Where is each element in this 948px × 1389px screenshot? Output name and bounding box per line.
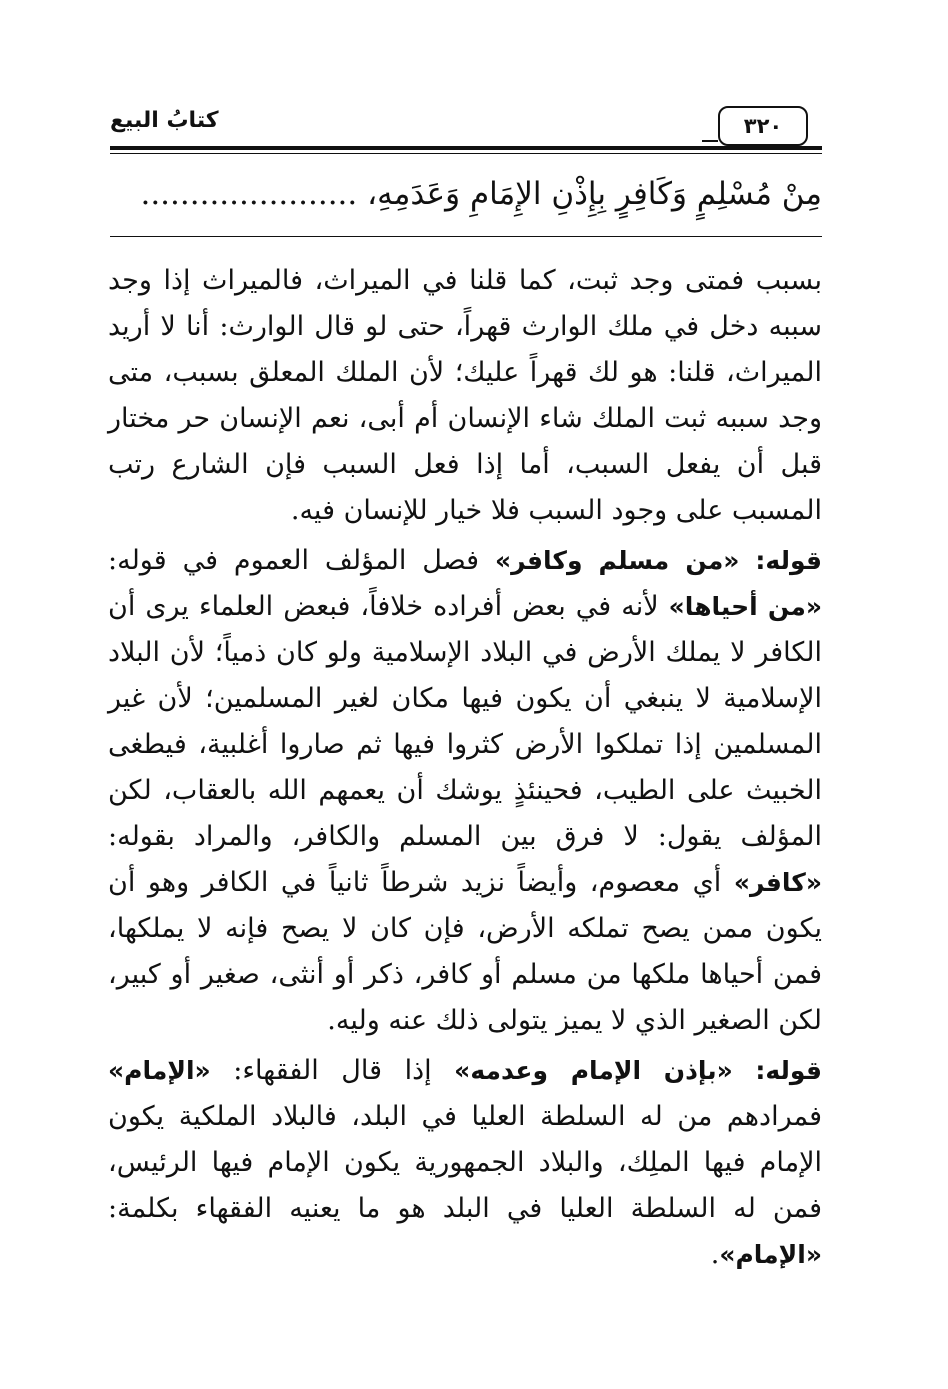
paragraph-2-quote-1: «من مسلم وكافر»: [494, 546, 740, 575]
paragraph-2-text-3: أي معصوم، وأيضاً نزيد شرطاً ثانياً في الكافر وهو أن يكون ممن يصح تملكه الأرض، فإن كان لا يصح فإنه لا يملكها، فمن أحياها ملكها من مسلم أو كافر، ذكر أو أنثى، صغير أو كبير، لكن الصغير الذي لا يميز يتولى ذلك عنه وليه.: [108, 867, 822, 1036]
paragraph-3: [108, 1048, 822, 1278]
paragraph-3-quote-2: «الإمام»: [108, 1056, 211, 1085]
header-rule-thin: [110, 153, 822, 154]
paragraph-2-text-2: لأنه في بعض أفراده خلافاً، فبعض العلماء يرى أن الكافر لا يملك الأرض في البلاد الإسلامية ولو كان ذمياً؛ لأن البلاد الإسلامية لا ينبغي أن يكون فيها مكان لغير المسلمين؛ لأن غير المسلمين إذا تملكوا الأرض كثروا فيها ثم صاروا أغلبية، فيطغى الخبيث على الطيب، فحينئذٍ يوشك أن يعمهم الله بالعقاب، لكن المؤلف يقول: لا فرق بين المسلم والكافر، والمراد بقوله:: [108, 591, 822, 852]
header-rule-ornament: [702, 140, 718, 142]
paragraph-2-lead: قوله:: [755, 546, 822, 575]
matn-divider: [110, 236, 822, 237]
paragraph-3-lead: قوله:: [755, 1056, 822, 1085]
book-title: كتابُ البيع: [110, 108, 219, 133]
paragraph-2-quote-3: «كافر»: [733, 868, 822, 897]
paragraph-2: [108, 538, 822, 1044]
header-rule-thick: [110, 146, 822, 150]
paragraph-1-text: بسبب فمتى وجد ثبت، كما قلنا في الميراث، فالميراث إذا وجد سببه دخل في ملك الوارث قهراً، حتى لو قال الوارث: أنا لا أريد الميراث، قلنا: هو لك قهراً عليك؛ لأن الملك المعلق بسبب، متى وجد سببه ثبت الملك شاء الإنسان أم أبى، نعم الإنسان حر مختار قبل أن يفعل السبب، أما إذا فعل السبب فإن الشارع رتب المسبب على وجود السبب فلا خيار للإنسان فيه.: [108, 265, 822, 526]
matn-text: مِنْ مُسْلِمٍ وَكَافِرٍ بِإِذْنِ الإِمَامِ وَعَدَمِهِ،: [367, 176, 822, 212]
paragraph-2-text-1: فصل المؤلف العموم في قوله:: [108, 545, 495, 576]
commentary-body: [108, 258, 822, 1278]
paragraph-3-quote-3: «الإمام»: [719, 1240, 822, 1269]
matn-dots: ......................: [140, 176, 358, 212]
paragraph-3-text-1: إذا قال الفقهاء:: [210, 1055, 455, 1086]
paragraph-3-quote-1: «بإذن الإمام وعدمه»: [454, 1056, 733, 1085]
page-number: ٣٢٠: [718, 106, 808, 146]
paragraph-1: [108, 258, 822, 534]
paragraph-3-text-2: فمرادهم من له السلطة العليا في البلد، فالبلاد الملكية يكون الإمام فيها الملِك، والبلاد الجمهورية يكون الإمام فيها الرئيس، فمن له السلطة العليا في البلد هو ما يعنيه الفقهاء بكلمة:: [108, 1101, 822, 1224]
paragraph-2-quote-2: «من أحياها»: [668, 592, 822, 621]
matn-line: [110, 166, 822, 228]
paragraph-3-text-3: .: [710, 1239, 720, 1270]
